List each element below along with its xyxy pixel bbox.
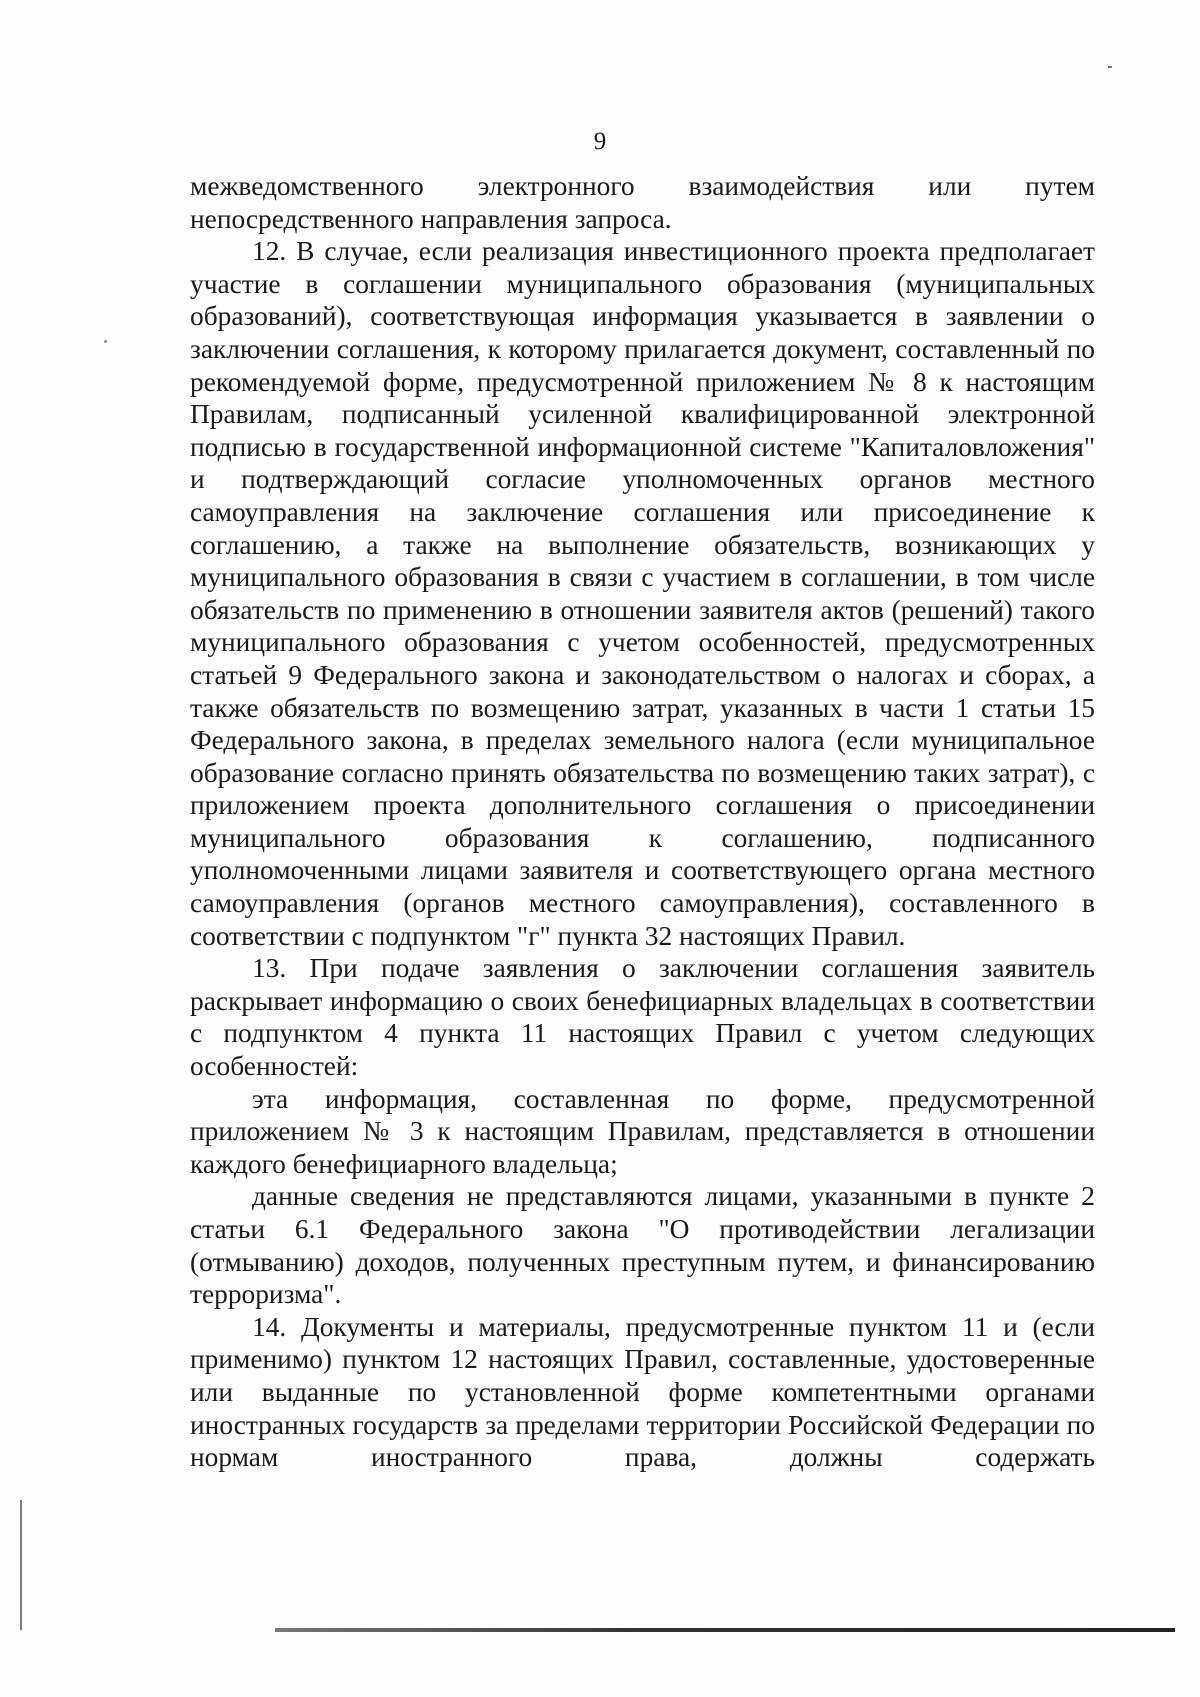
scan-artifact [20,1500,22,1630]
paragraph-13-item-2: данные сведения не представляются лицами, указанными в пункте 2 статьи 6.1 Федерального закона "О противодействии легализации (отмыванию) доходов, полученных преступным путем, и финансированию терроризма". [190,1181,1095,1310]
paragraph-continuation: межведомственного электронного взаимодействия или путем непосредственного направления запроса. [190,171,1095,234]
paragraph-14: 14. Документы и материалы, предусмотренные пунктом 11 и (если применимо) пунктом 12 настоящих Правил, составленные, удостоверенные или выданные по установленной форме компетентными органами иностранных государств за пределами территории Российской Федерации по нормам иностранного права, должны содержать [190,1311,1095,1473]
document-body [190,170,1095,1474]
scan-artifact [1108,66,1112,68]
paragraph-13-item-1: эта информация, составленная по форме, предусмотренной приложением № 3 к настоящим Правилам, представляется в отношении каждого бенефициарного владельца; [190,1083,1095,1179]
page-number: 9 [593,128,607,155]
scan-artifact [104,340,107,343]
paragraph-12: 12. В случае, если реализация инвестиционного проекта предполагает участие в соглашении муниципального образования (муниципальных образований), соответствующая информация указывается в заявлении о заключении соглашения, к которому прилагается документ, составленный по рекомендуемой форме, предусмотренной приложением № 8 к настоящим Правилам, подписанный усиленной квалифицированной электронной подписью в государственной информационной системе "Капиталовложения" и подтверждающий согласие уполномоченных органов местного самоуправления на заключение соглашения или присоединение к соглашению, а также на выполнение обязательств, возникающих у муниципального образования в связи с участием в соглашении, в том числе обязательств по применению в отношении заявителя актов (решений) такого муниципального образования с учетом особенностей, предусмотренных статьей 9 Федерального закона и законодательством о налогах и сборах, а также обязательств по возмещению затрат, указанных в части 1 статьи 15 Федерального закона, в пределах земельного налога (если муниципальное образование согласно принять обязательства по возмещению таких затрат), с приложением проекта дополнительного соглашения о присоединении муниципального образования к соглашению, подписанного уполномоченными лицами заявителя и соответствующего органа местного самоуправления (органов местного самоуправления), составленного в соответствии с подпунктом "г" пункта 32 настоящих Правил. [190,236,1095,951]
paragraph-13: 13. При подаче заявления о заключении соглашения заявитель раскрывает информацию о своих бенефициарных владельцах в соответствии с подпунктом 4 пункта 11 настоящих Правил с учетом следующих особенностей: [190,953,1095,1082]
page-bottom-rule [275,1628,1175,1632]
